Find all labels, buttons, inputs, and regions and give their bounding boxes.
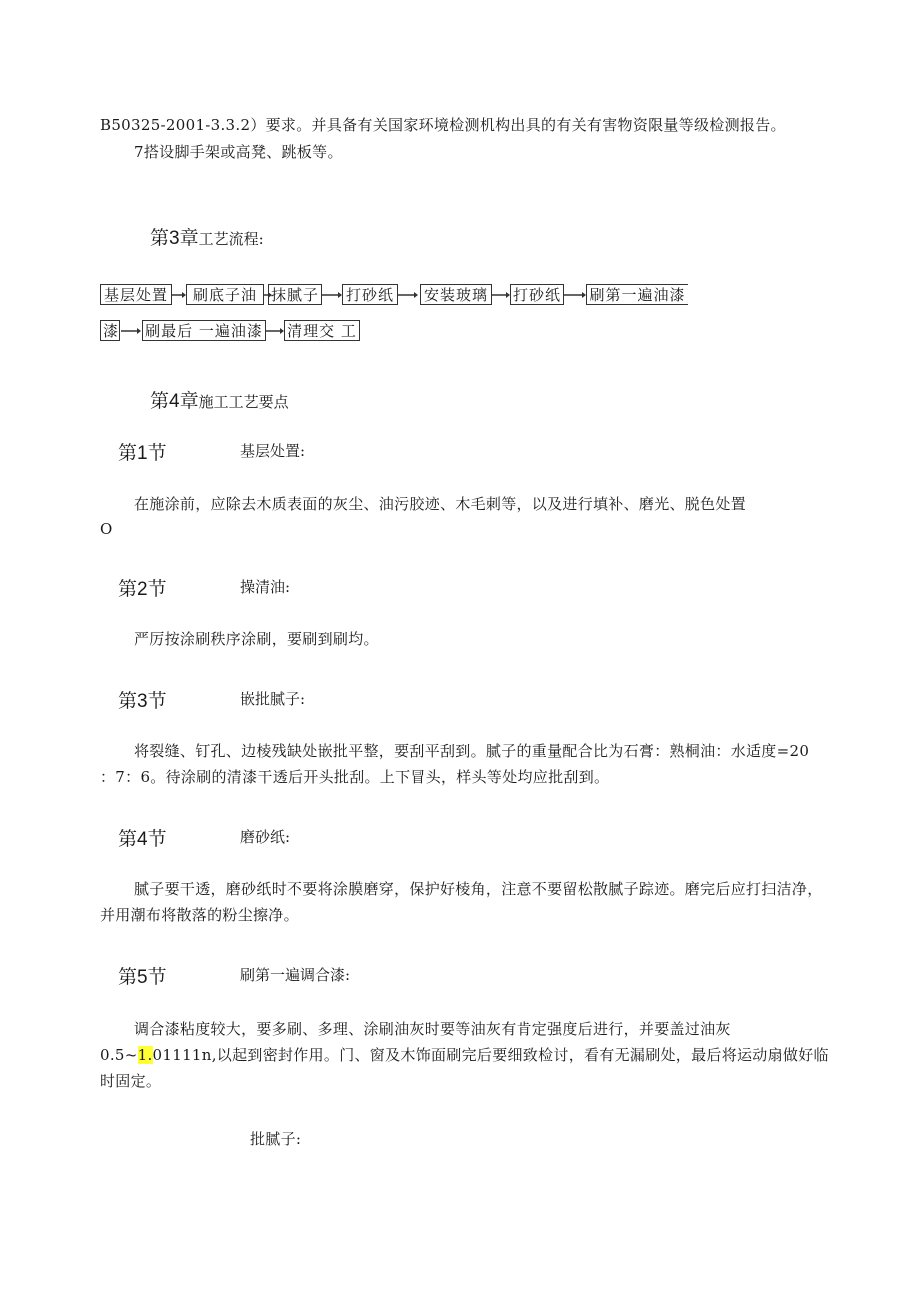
section-number: 第5节	[118, 967, 167, 988]
flow-step-8: 刷最后 一遍油漆	[142, 320, 266, 341]
text-fragment: 01111n,以起到密封作用。门、窗及木饰面刷完后要细致检讨，看有无漏刷处，最后将运动扇做好临	[152, 1046, 829, 1064]
section-5-line-1: 调合漆粘度较大，要多刷、多理、涂刷油灰时要等油灰有肯定强度后进行，并要盖过油灰	[134, 1020, 731, 1038]
intro-line-2: 7搭设脚手架或高凳、跳板等。	[134, 143, 343, 161]
flow-step-2: 刷底子油	[186, 284, 264, 305]
section-title: 基层处置:	[240, 442, 306, 460]
section-title: 磨砂纸:	[240, 828, 291, 846]
chapter-number: 第4章	[150, 391, 199, 412]
section-number: 第3节	[118, 691, 167, 712]
flow-step-1: 基层处置	[100, 284, 172, 305]
section-4-line-2: 并用潮布将散落的粉尘擦净。	[100, 906, 299, 924]
section-3-heading	[118, 686, 306, 713]
section-3-line-1: 将裂缝、钉孔、边棱残缺处嵌批平整，要刮平刮到。腻子的重量配合比为石膏：熟桐油：水适度=20	[134, 742, 810, 760]
chapter-4-heading	[150, 386, 289, 413]
section-number: 第4节	[118, 829, 167, 850]
section-5-heading	[118, 962, 351, 989]
section-1-line-2: O	[100, 520, 113, 538]
flow-step-7-cont: 漆	[100, 320, 120, 341]
flow-step-3: 抹腻子	[268, 284, 322, 305]
section-2-heading	[118, 574, 291, 601]
section-4-line-1: 腻子要干透，磨砂纸时不要将涂膜磨穿，保护好棱角，注意不要留松散腻子踪迹。磨完后应打扫洁净，	[134, 880, 823, 898]
section-5-line-3: 时固定。	[100, 1072, 162, 1090]
flow-step-9: 清理交 工	[284, 320, 360, 341]
arrow-icon	[172, 284, 186, 305]
section-title: 刷第一遍调合漆:	[240, 966, 351, 984]
arrow-icon	[121, 320, 141, 341]
arrow-icon	[564, 284, 586, 305]
section-2-line-1: 严厉按涂刷秩序涂刷，要刷到刷均。	[134, 630, 379, 648]
intro-line-1: B50325-2001-3.3.2）要求。并具备有关国家环境检测机构出具的有关有害物资限量等级检测报告。	[100, 116, 786, 134]
trailing-heading: 批腻子:	[250, 1130, 302, 1148]
highlighted-text: 1.	[137, 1046, 153, 1064]
arrow-icon	[492, 284, 510, 305]
chapter-title: 施工工艺要点	[198, 393, 289, 411]
arrow-icon	[322, 284, 342, 305]
chapter-number: 第3章	[150, 228, 199, 249]
section-1-line-1: 在施涂前，应除去木质表面的灰尘、油污胶迹、木毛刺等，以及进行填补、磨光、脱色处置	[134, 495, 747, 513]
flow-step-4: 打砂纸	[342, 284, 398, 305]
chapter-title: 工艺流程:	[198, 230, 264, 248]
section-1-heading	[118, 438, 306, 465]
flow-step-5: 安装玻璃	[420, 284, 492, 305]
chapter-3-heading	[150, 223, 264, 250]
section-3-line-2: ：7：6。待涂刷的清漆干透后开头批刮。上下冒头，样头等处均应批刮到。	[100, 768, 610, 786]
section-number: 第2节	[118, 579, 167, 600]
text-fragment: 0.5~	[100, 1046, 138, 1064]
arrow-icon	[266, 320, 284, 341]
section-5-line-2	[100, 1044, 829, 1065]
arrow-icon	[398, 284, 418, 305]
section-title: 操清油:	[240, 578, 291, 596]
section-title: 嵌批腻子:	[240, 690, 306, 708]
flow-step-6: 打砂纸	[510, 284, 564, 305]
section-number: 第1节	[118, 443, 167, 464]
section-4-heading	[118, 824, 291, 851]
flow-step-7: 刷第一遍油漆	[586, 284, 688, 305]
